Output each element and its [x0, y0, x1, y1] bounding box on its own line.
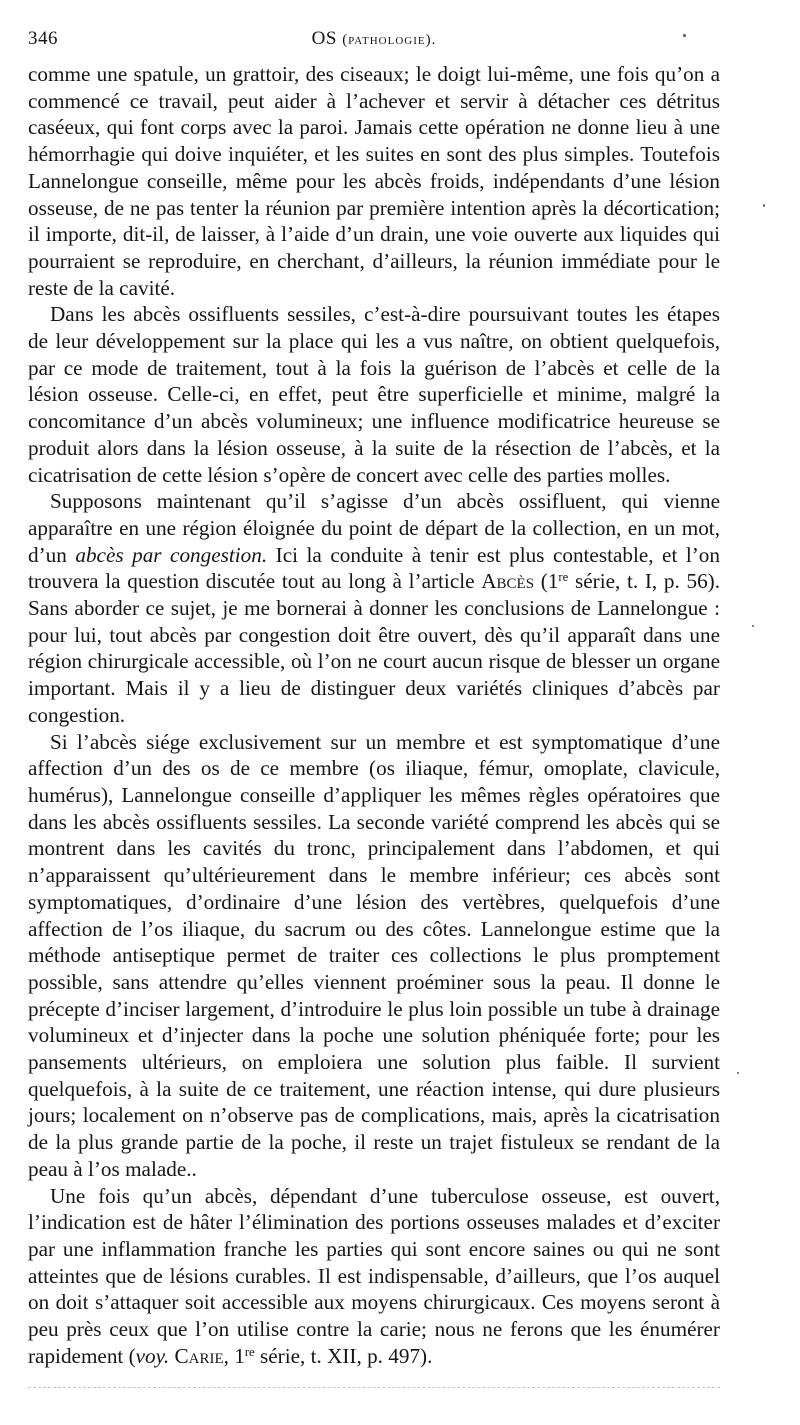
paragraph-4: Si l’abcès siége exclusivement sur un membre et est symptomatique d’une affection d’un des os de ce membre (os iliaque, fémur, omoplate, clavicule, humérus), Lannelongue conseille d’appliquer les mêmes règles opératoires que dans les abcès ossifluents sessiles. La seconde variété comprend les abcès qui se montrent dans les cavités du tronc, principalement dans l’abdomen, et qui n’apparaissent qu’ultérieurement dans le membre inférieur; ces abcès sont symptomatiques, d’ordinaire d’une lésion des vertèbres, quelquefois d’une affection de l’os iliaque, du sacrum ou des côtes. Lannelongue estime que la méthode antiseptique permet de traiter ces collections le plus promptement possible, sans attendre qu’elles viennent proéminer sous la peau. Il donne le précepte d’inciser largement, d’introduire le plus loin possible un tube à drainage volumineux et d’injecter dans la poche une solution phéniquée forte; pour les pansements ultérieurs, on emploiera une solution plus faible. Il survient quelquefois, à la suite de ce traitement, une réaction intense, qui dure plusieurs jours; localement on n’observe pas de complications, mais, après la cicatrisation de la plus grande partie de la poche, il reste un trajet fistuleux se rendant de la peau à l’os malade..: [28, 729, 720, 1181]
reference-2-superscript: re: [244, 1344, 255, 1359]
paragraph-3-text-a: Supposons maintenant qu’il s’agisse d’un abcès ossifluent, qui vienne apparaître en une région éloignée du point de départ de la collection, en un mot, d’un: [28, 489, 720, 567]
paragraph-5-text: Une fois qu’un abcès, dépendant d’une tuberculose osseuse, est ouvert, l’indication est de hâter l’élimination des portions osseuses malades et d’exciter par une inflammation franche les parties qui sont encore saines ou qui ne sont atteintes que de lésions curables. Il est indispensable, d’ailleurs, que l’os auquel on doit s’attaquer soit accessible aux moyens chirurgicaux. Ces moyens seront à peu près ceux que l’on utilise contre la carie; nous ne ferons que les énumérer rapidement (: [28, 1183, 720, 1368]
scan-bottom-noise: [28, 1387, 720, 1389]
scan-speck: [763, 204, 765, 207]
scan-speck: [752, 625, 754, 627]
reference-2-pre: , 1: [223, 1343, 245, 1368]
reference-2-post: série, t. XII, p. 497).: [260, 1343, 433, 1368]
reference-superscript: re: [558, 570, 569, 585]
reference-close: série, t. I, p. 56).: [575, 569, 721, 594]
book-page: [28, 22, 720, 1369]
paragraph-1: comme une spatule, un grattoir, des ciseaux; le doigt lui-même, une fois qu’on a commencé ce travail, peut aider à l’achever et servir à détacher ces détritus caséeux, qui font corps avec la paroi. Jamais cette opération ne donne lieu à une hémorrhagie qui doive inquiéter, et les suites en sont des plus simples. Toutefois Lannelongue conseille, même pour les abcès froids, indépendants d’une lésion osseuse, de ne pas tenter la réunion par première intention après la décortication; il importe, dit-il, de laisser, à l’aide d’un drain, une voie ouverte aux liquides qui pourraient se reproduire, en cherchant, d’ailleurs, la réunion immédiate pour le reste de la cavité.: [28, 62, 720, 300]
running-title-main: OS: [311, 28, 337, 49]
running-header: [28, 22, 720, 52]
cross-reference-carie: Carie: [174, 1343, 224, 1368]
cross-reference-abces: Abcès: [481, 569, 535, 594]
running-title-sub: (pathologie).: [342, 32, 437, 48]
paragraph-2: Dans les abcès ossifluents sessiles, c’est-à-dire poursuivant toutes les étapes de leur développement sur la place qui les a vus naître, on obtient quelquefois, par ce mode de traitement, tout à la fois la guérison de l’abcès et celle de la lésion osseuse. Celle-ci, en effet, peut être superficielle et minime, malgré la concomitance d’un abcès volumineux; une influence modificatrice heureuse se produit alors dans la lésion osseuse, à la suite de la résection de l’abcès, et la cicatrisation de cette lésion s’opère de concert avec celle des parties molles.: [28, 302, 720, 487]
reference-open: (1: [540, 569, 559, 594]
paragraph-3-text-c: Sans aborder ce sujet, je me bornerai à donner les conclusions de Lannelongue : pour lui, tout abcès par congestion doit être ouvert, dès qu’il apparaît dans une région chirurgicale accessible, où l’on ne court aucun risque de blesser un organe important. Mais il y a lieu de distinguer deux variétés cliniques d’abcès par congestion.: [28, 596, 720, 727]
paragraph-5: [28, 1183, 720, 1370]
page-number: 346: [28, 28, 58, 49]
scan-speck: [683, 34, 686, 37]
emphasis-voy: voy.: [135, 1343, 170, 1368]
running-title: [28, 28, 720, 50]
scan-speck: [737, 1072, 739, 1074]
paragraph-3-text-b: Ici la conduite à tenir est plus contestable, et l’on trouvera la question discutée tout au long à l’article: [28, 542, 720, 594]
emphasis-abces-par-congestion: abcès par congestion.: [75, 542, 268, 567]
body-text: [28, 61, 720, 1369]
paragraph-3: [28, 488, 720, 728]
